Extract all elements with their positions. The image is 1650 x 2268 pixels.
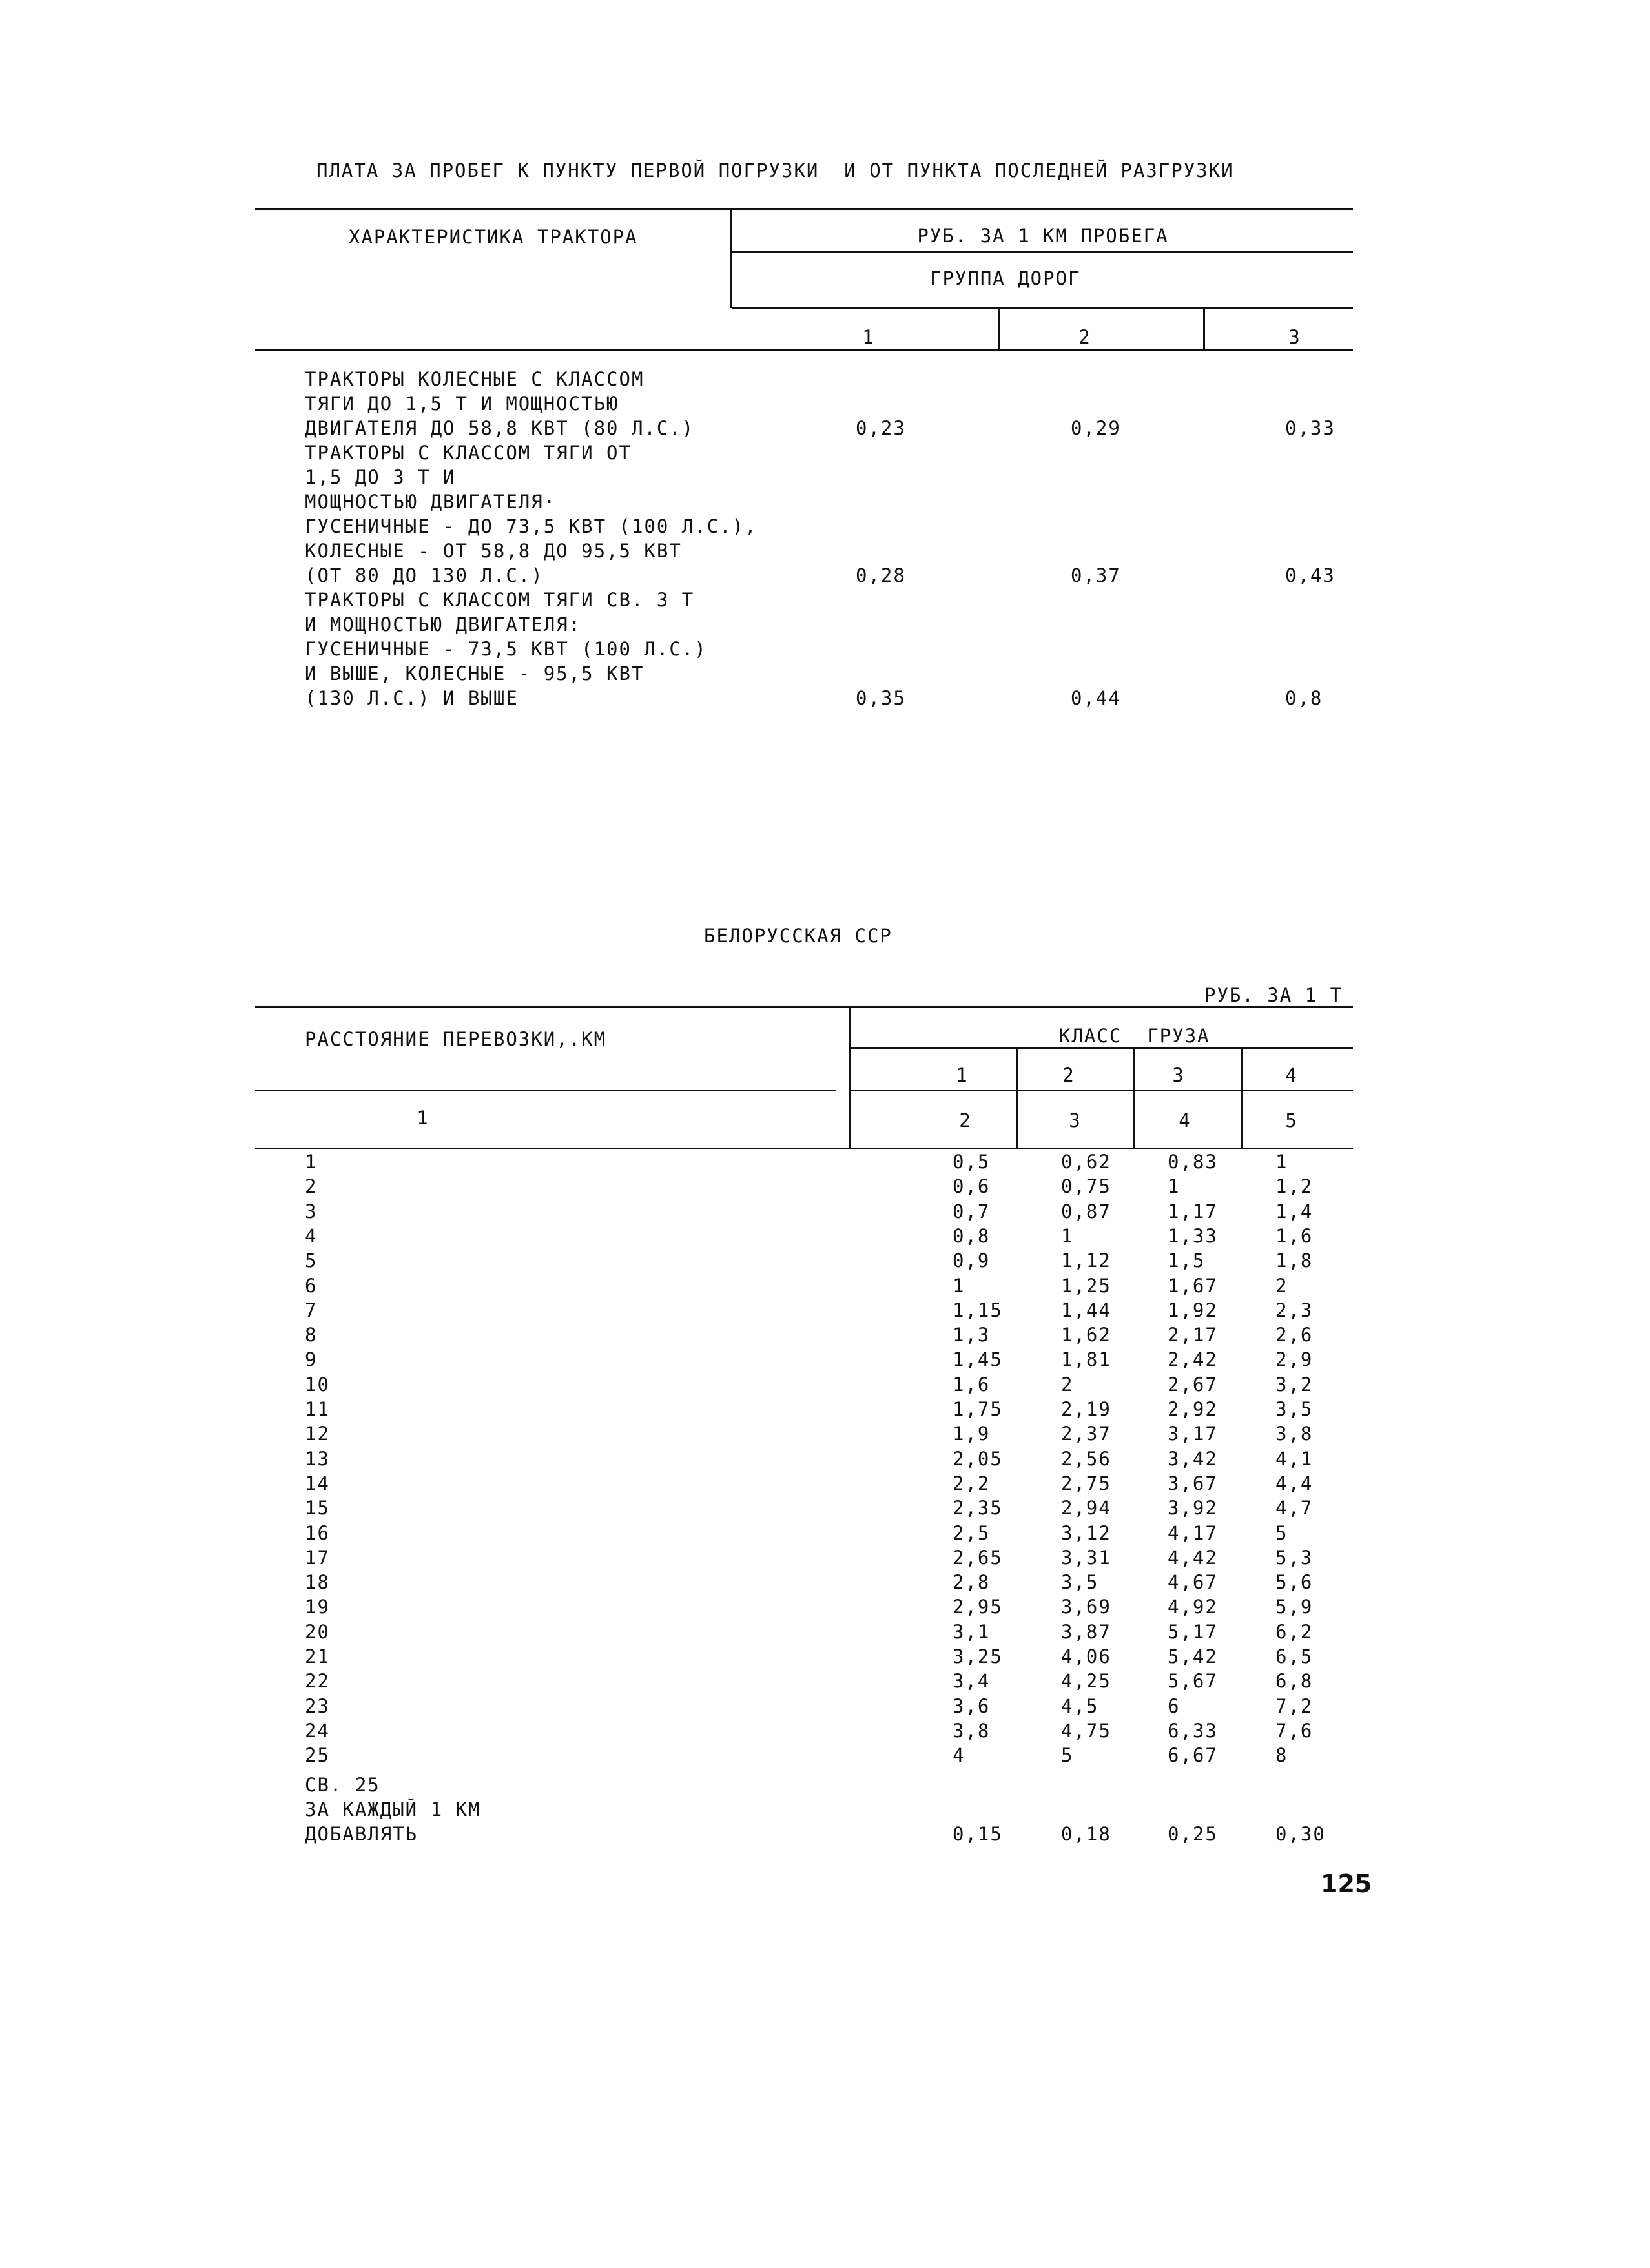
table2-row-cell: 6,5 (1275, 1645, 1314, 1667)
table2-row-cell: 4,06 (1061, 1645, 1111, 1667)
table2-col-num-1: 1 (417, 1107, 429, 1129)
table2-row-cell: 7,6 (1275, 1720, 1314, 1742)
table2-row-cell: 1,9 (953, 1423, 991, 1445)
table2-row-cell: 4,7 (1275, 1497, 1314, 1519)
table2-extra-value-4: 0,30 (1275, 1823, 1326, 1845)
table1-title: ПЛАТА ЗА ПРОБЕГ К ПУНКТУ ПЕРВОЙ ПОГРУЗКИ И ОТ ПУНКТА ПОСЛЕДНЕЙ РАЗГРУЗКИ (316, 160, 1234, 181)
table2-extra-value-1: 0,15 (953, 1823, 1003, 1845)
table2-row-cell: 5,17 (1168, 1621, 1218, 1643)
table2-col-num-3: 3 (1069, 1109, 1082, 1131)
table2-row-cell: 3,2 (1275, 1374, 1314, 1396)
table1-row-2-value-3: 0,43 (1285, 564, 1335, 586)
table2-row-distance: 1 (305, 1151, 318, 1173)
table1-col-header-group: ГРУППА ДОРОГ (930, 267, 1081, 289)
table2-row-cell: 1 (1061, 1225, 1074, 1247)
table2-col-header-left: РАССТОЯНИЕ ПЕРЕВОЗКИ,.КМ (305, 1028, 607, 1050)
table2-row-cell: 1,44 (1061, 1299, 1111, 1321)
table2-row-cell: 3,5 (1275, 1398, 1314, 1420)
table2-row-cell: 2,37 (1061, 1423, 1111, 1445)
table2-row-distance: 20 (305, 1621, 330, 1643)
table2-row-cell: 2,6 (1275, 1324, 1314, 1346)
table2-row-cell: 5,3 (1275, 1547, 1314, 1569)
table2-row-cell: 6,2 (1275, 1621, 1314, 1643)
table1-row-2-line-3: МОЩНОСТЬЮ ДВИГАТЕЛЯ· (305, 491, 557, 513)
table1-group-num-3: 3 (1288, 326, 1301, 348)
table2-region-title: БЕЛОРУССКАЯ ССР (704, 925, 892, 947)
table2-row-cell: 3,42 (1168, 1448, 1218, 1470)
table2-row-cell: 2,9 (1275, 1348, 1314, 1370)
table2-row-cell: 4 (953, 1744, 965, 1766)
table2-row-cell: 8 (1275, 1744, 1288, 1766)
table1-units-rule (732, 251, 1353, 253)
table2-row-cell: 3,4 (953, 1670, 991, 1692)
table1-row-1-value-3: 0,33 (1285, 417, 1335, 439)
table2-row-cell: 3,69 (1061, 1596, 1111, 1618)
table2-row-cell: 5,42 (1168, 1645, 1218, 1667)
table2-row-cell: 1,92 (1168, 1299, 1218, 1321)
table1-row-2-line-6: (ОТ 80 ДО 130 Л.С.) (305, 564, 544, 586)
table1-row-3-value-3: 0,8 (1285, 687, 1323, 709)
table1-row-1-value-1: 0,23 (856, 417, 906, 439)
table2-row-cell: 0,7 (953, 1201, 991, 1222)
table2-row-cell: 2,17 (1168, 1324, 1218, 1346)
table2-row-cell: 1,75 (953, 1398, 1003, 1420)
table1-row-1-value-2: 0,29 (1071, 417, 1121, 439)
table2-class-num-4: 4 (1285, 1064, 1298, 1086)
table2-row-cell: 1,5 (1168, 1250, 1206, 1272)
table2-row-cell: 1,15 (953, 1299, 1003, 1321)
table2-col-divider-1 (1016, 1049, 1018, 1149)
table2-extra-line-1: СВ. 25 (305, 1774, 380, 1796)
table1-top-rule (255, 208, 1353, 210)
table2-row-cell: 2,5 (953, 1522, 991, 1544)
table2-extra-line-3: ДОБАВЛЯТЬ (305, 1823, 418, 1845)
table2-row-cell: 2,65 (953, 1547, 1003, 1569)
table2-row-distance: 12 (305, 1423, 330, 1445)
table2-row-cell: 3,87 (1061, 1621, 1111, 1643)
table2-row-distance: 23 (305, 1695, 330, 1717)
table1-row-3-line-5: (130 Л.С.) И ВЫШЕ (305, 687, 519, 709)
table2-row-cell: 6,33 (1168, 1720, 1218, 1742)
table1-row-3-line-2: И МОЩНОСТЬЮ ДВИГАТЕЛЯ: (305, 613, 582, 635)
table2-row-cell: 4,25 (1061, 1670, 1111, 1692)
table2-row-cell: 0,62 (1061, 1151, 1111, 1173)
table2-row-cell: 2,94 (1061, 1497, 1111, 1519)
table2-row-distance: 11 (305, 1398, 330, 1420)
table2-row-cell: 2,75 (1061, 1472, 1111, 1494)
table1-group-num-2: 2 (1078, 326, 1091, 348)
table2-row-cell: 2,05 (953, 1448, 1003, 1470)
table2-row-cell: 3,8 (1275, 1423, 1314, 1445)
table1-row-2-value-2: 0,37 (1071, 564, 1121, 586)
table1-row-1-line-2: ТЯГИ ДО 1,5 Т И МОЩНОСТЬЮ (305, 393, 619, 415)
table2-row-cell: 1,17 (1168, 1201, 1218, 1222)
table2-row-distance: 16 (305, 1522, 330, 1544)
table2-row-cell: 2,3 (1275, 1299, 1314, 1321)
table2-row-cell: 4,5 (1061, 1695, 1099, 1717)
table1-group-num-1: 1 (862, 326, 875, 348)
table2-row-cell: 2,2 (953, 1472, 991, 1494)
table2-row-cell: 1,62 (1061, 1324, 1111, 1346)
table2-row-cell: 1,25 (1061, 1275, 1111, 1297)
table2-row-cell: 0,83 (1168, 1151, 1218, 1173)
table2-row-distance: 13 (305, 1448, 330, 1470)
table2-row-cell: 1 (1275, 1151, 1288, 1173)
table2-row-distance: 18 (305, 1571, 330, 1593)
table2-extra-line-2: ЗА КАЖДЫЙ 1 КМ (305, 1799, 481, 1820)
table2-class-num-2: 2 (1062, 1064, 1075, 1086)
page-number: 125 (1321, 1870, 1372, 1898)
table2-row-distance: 8 (305, 1324, 318, 1346)
table2-row-distance: 5 (305, 1250, 318, 1272)
table2-row-cell: 1,4 (1275, 1201, 1314, 1222)
table2-row-cell: 5,9 (1275, 1596, 1314, 1618)
table2-col-header-class: КЛАСС ГРУЗА (1059, 1025, 1210, 1047)
table2-row-cell: 2,67 (1168, 1374, 1218, 1396)
table2-row-cell: 1,6 (1275, 1225, 1314, 1247)
table2-extra-value-3: 0,25 (1168, 1823, 1218, 1845)
table2-row-distance: 19 (305, 1596, 330, 1618)
table1-row-3-line-1: ТРАКТОРЫ С КЛАССОМ ТЯГИ СВ. 3 Т (305, 589, 695, 611)
table2-row-distance: 15 (305, 1497, 330, 1519)
table2-row-cell: 4,4 (1275, 1472, 1314, 1494)
table2-row-cell: 3,1 (953, 1621, 991, 1643)
table2-row-distance: 24 (305, 1720, 330, 1742)
table2-header-divider (849, 1008, 851, 1149)
table2-row-cell: 2,95 (953, 1596, 1003, 1618)
table2-row-cell: 4,17 (1168, 1522, 1218, 1544)
table2-row-distance: 2 (305, 1175, 318, 1197)
table2-row-cell: 2,19 (1061, 1398, 1111, 1420)
table1-row-3-line-4: И ВЫШЕ, КОЛЕСНЫЕ - 95,5 КВТ (305, 663, 645, 685)
table1-col-header-left: ХАРАКТЕРИСТИКА ТРАКТОРА (349, 226, 638, 248)
table2-class-rule (851, 1047, 1353, 1049)
table2-row-cell: 3,25 (953, 1645, 1003, 1667)
table2-row-cell: 6 (1168, 1695, 1181, 1717)
table2-row-cell: 2 (1275, 1275, 1288, 1297)
table2-col-num-4: 4 (1179, 1109, 1191, 1131)
table2-row-cell: 1,6 (953, 1374, 991, 1396)
table1-row-2-line-5: КОЛЕСНЫЕ - ОТ 58,8 ДО 95,5 КВТ (305, 540, 682, 562)
table2-row-cell: 0,75 (1061, 1175, 1111, 1197)
table2-row-cell: 1 (1168, 1175, 1181, 1197)
table2-row-cell: 4,92 (1168, 1596, 1218, 1618)
table2-class-num-1: 1 (956, 1064, 969, 1086)
table2-row-cell: 2,42 (1168, 1348, 1218, 1370)
table2-row-cell: 3,17 (1168, 1423, 1218, 1445)
table2-row-cell: 1,8 (1275, 1250, 1314, 1272)
table2-row-distance: 21 (305, 1645, 330, 1667)
table2-row-cell: 5,6 (1275, 1571, 1314, 1593)
table2-row-cell: 0,6 (953, 1175, 991, 1197)
table2-row-cell: 3,5 (1061, 1571, 1099, 1593)
table2-numbering-rule-left (255, 1090, 836, 1091)
table2-top-rule (255, 1006, 1353, 1008)
table2-col-num-5: 5 (1285, 1109, 1298, 1131)
table2-row-cell: 1,45 (953, 1348, 1003, 1370)
table2-row-distance: 6 (305, 1275, 318, 1297)
table2-row-cell: 1,12 (1061, 1250, 1111, 1272)
table2-row-distance: 4 (305, 1225, 318, 1247)
table2-row-cell: 2,8 (953, 1571, 991, 1593)
table2-row-distance: 3 (305, 1201, 318, 1222)
table2-row-cell: 4,75 (1061, 1720, 1111, 1742)
table2-row-distance: 7 (305, 1299, 318, 1321)
table2-row-cell: 6,8 (1275, 1670, 1314, 1692)
table2-row-cell: 1,81 (1061, 1348, 1111, 1370)
table2-extra-value-2: 0,18 (1061, 1823, 1111, 1845)
table1-row-3-line-3: ГУСЕНИЧНЫЕ - 73,5 КВТ (100 Л.С.) (305, 638, 707, 660)
table2-row-distance: 10 (305, 1374, 330, 1396)
table2-row-cell: 1,3 (953, 1324, 991, 1346)
table2-row-cell: 1 (953, 1275, 965, 1297)
table2-row-cell: 4,42 (1168, 1547, 1218, 1569)
table1-row-1-line-3: ДВИГАТЕЛЯ ДО 58,8 КВТ (80 Л.С.) (305, 417, 695, 439)
table2-row-cell: 3,31 (1061, 1547, 1111, 1569)
table1-row-3-value-2: 0,44 (1071, 687, 1121, 709)
table2-row-cell: 3,8 (953, 1720, 991, 1742)
table2-units: РУБ. ЗА 1 Т (1204, 984, 1343, 1006)
table2-row-cell: 7,2 (1275, 1695, 1314, 1717)
table2-row-distance: 14 (305, 1472, 330, 1494)
table2-row-cell: 3,67 (1168, 1472, 1218, 1494)
table2-row-distance: 22 (305, 1670, 330, 1692)
table2-row-cell: 5 (1275, 1522, 1288, 1544)
table2-row-cell: 3,6 (953, 1695, 991, 1717)
table2-row-cell: 6,67 (1168, 1744, 1218, 1766)
table1-header-divider (730, 210, 732, 308)
table2-row-cell: 2,35 (953, 1497, 1003, 1519)
table2-numbering-rule-right (851, 1090, 1353, 1091)
table1-row-2-value-1: 0,28 (856, 564, 906, 586)
table2-row-cell: 2,56 (1061, 1448, 1111, 1470)
table2-col-divider-2 (1133, 1049, 1135, 1149)
table2-row-cell: 3,12 (1061, 1522, 1111, 1544)
table1-row-1-line-1: ТРАКТОРЫ КОЛЕСНЫЕ С КЛАССОМ (305, 368, 645, 390)
table2-row-cell: 2 (1061, 1374, 1074, 1396)
table2-row-cell: 0,9 (953, 1250, 991, 1272)
table1-row-2-line-2: 1,5 ДО 3 Т И (305, 466, 456, 488)
table1-row-3-value-1: 0,35 (856, 687, 906, 709)
table2-row-cell: 0,8 (953, 1225, 991, 1247)
table2-row-distance: 17 (305, 1547, 330, 1569)
table2-row-cell: 5,67 (1168, 1670, 1218, 1692)
table2-col-divider-3 (1241, 1049, 1243, 1149)
table2-row-cell: 0,87 (1061, 1201, 1111, 1222)
table1-row-2-line-1: ТРАКТОРЫ С КЛАССОМ ТЯГИ ОТ (305, 442, 632, 464)
table2-row-cell: 2,92 (1168, 1398, 1218, 1420)
table2-row-cell: 1,67 (1168, 1275, 1218, 1297)
table1-header-bottom-rule (255, 349, 1353, 351)
table2-col-num-2: 2 (959, 1109, 972, 1131)
table1-col-divider-2 (1203, 309, 1205, 351)
table2-row-cell: 1,2 (1275, 1175, 1314, 1197)
table1-col-header-units: РУБ. ЗА 1 КМ ПРОБЕГА (917, 225, 1169, 247)
table2-class-num-3: 3 (1172, 1064, 1185, 1086)
table2-row-cell: 3,92 (1168, 1497, 1218, 1519)
table1-col-divider-1 (998, 309, 1000, 351)
table2-row-distance: 25 (305, 1744, 330, 1766)
table2-row-cell: 4,67 (1168, 1571, 1218, 1593)
table2-row-distance: 9 (305, 1348, 318, 1370)
table2-row-cell: 1,33 (1168, 1225, 1218, 1247)
table1-group-rule (732, 307, 1353, 309)
table1-row-2-line-4: ГУСЕНИЧНЫЕ - ДО 73,5 КВТ (100 Л.С.), (305, 515, 758, 537)
table2-row-cell: 0,5 (953, 1151, 991, 1173)
table2-row-cell: 4,1 (1275, 1448, 1314, 1470)
table2-row-cell: 5 (1061, 1744, 1074, 1766)
